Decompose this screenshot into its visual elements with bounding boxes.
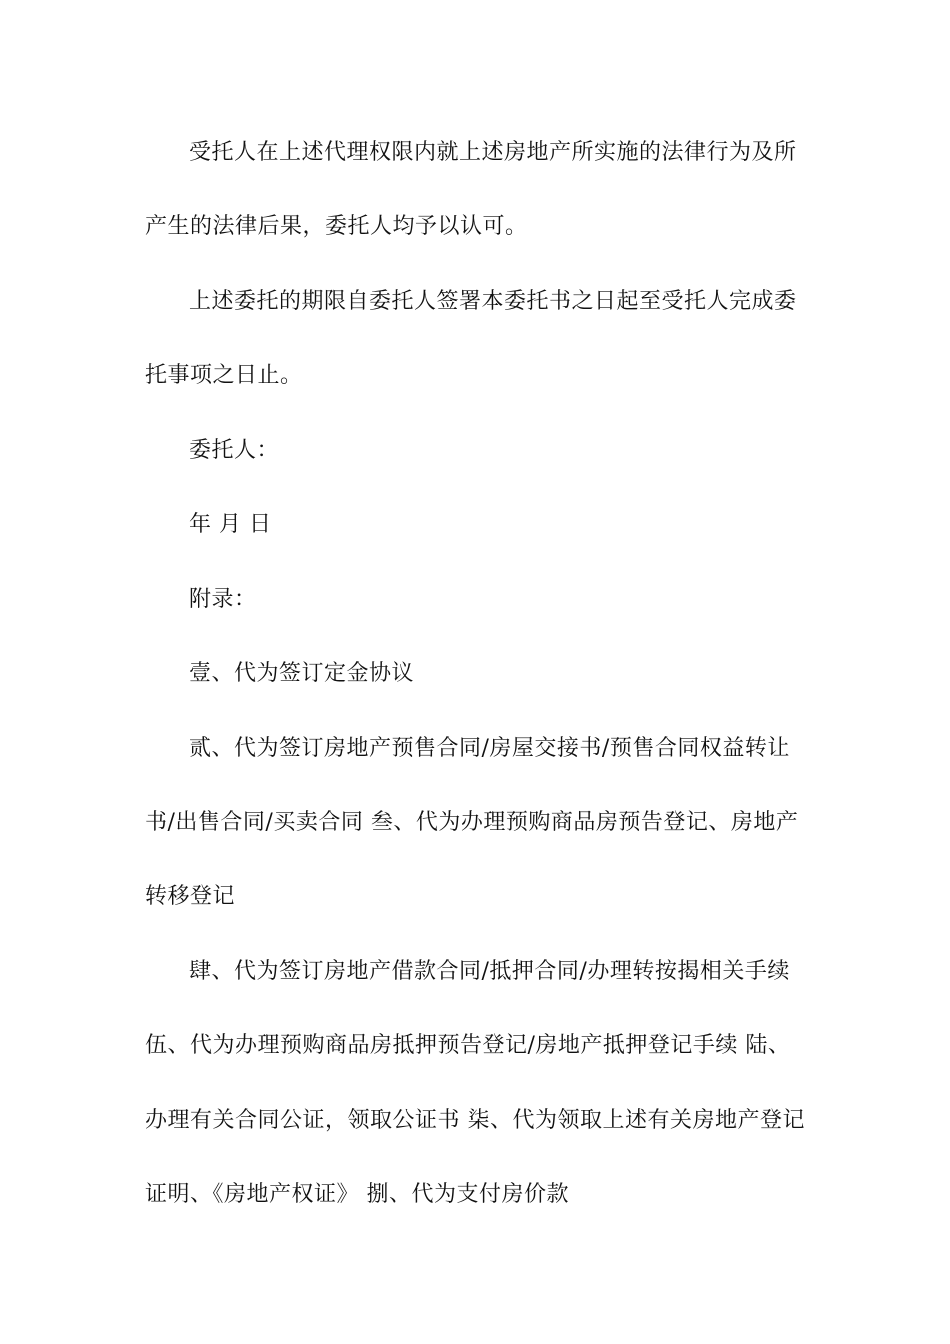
appendix-heading: 附录： [189,587,257,612]
paragraph-line: 产生的法律后果，委托人均予以认可。 [145,214,528,239]
appendix-item: 肆、代为签订房地产借款合同/抵押合同/办理转按揭相关手续 [189,959,790,984]
appendix-item: 壹、代为签订定金协议 [189,661,415,686]
appendix-item: 书/出售合同/买卖合同 叁、代为办理预购商品房预告登记、房地产 [145,810,799,835]
appendix-item: 贰、代为签订房地产预售合同/房屋交接书/预售合同权益转让 [189,736,790,761]
appendix-item: 伍、代为办理预购商品房抵押预告登记/房地产抵押登记手续 陆、 [145,1033,791,1058]
appendix-item: 转移登记 [145,884,236,909]
appendix-item: 办理有关合同公证，领取公证书 柒、代为领取上述有关房地产登记 [145,1108,805,1133]
paragraph-line: 上述委托的期限自委托人签署本委托书之日起至受托人完成委 [189,289,797,314]
paragraph-line: 托事项之日止。 [145,363,303,388]
appendix-item: 证明、《房地产权证》 捌、代为支付房价款 [145,1182,569,1207]
signatory-label: 委托人： [189,438,280,463]
paragraph-line: 受托人在上述代理权限内就上述房地产所实施的法律行为及所 [189,140,797,165]
date-line: 年 月 日 [189,512,272,537]
